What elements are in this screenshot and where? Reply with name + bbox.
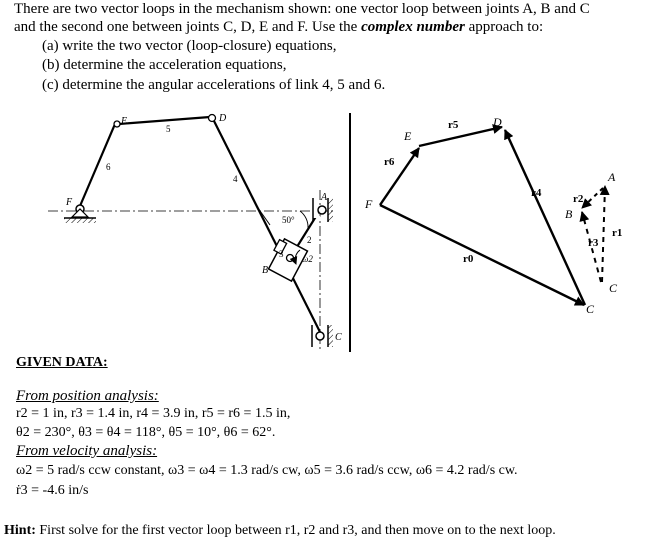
vec-label-c: C xyxy=(609,281,618,295)
angle-arc xyxy=(300,211,308,228)
mech-link-2: 2 xyxy=(307,235,312,245)
given-heading: GIVEN DATA: xyxy=(16,355,108,370)
joint-b xyxy=(287,255,294,262)
vec-r5: r5 xyxy=(448,119,459,131)
mech-label-b: B xyxy=(262,265,269,276)
mech-link-6: 6 xyxy=(106,162,111,172)
joint-d xyxy=(209,115,216,122)
problem-emphasis: complex number xyxy=(361,19,465,35)
problem-line-2-pre: and the second one between joints C, D, E and F. Use the xyxy=(14,19,362,35)
problem-line-1: There are two vector loops in the mechanism shown: one vector loop between joints A, B and C xyxy=(14,1,590,17)
vector-r5 xyxy=(419,127,502,146)
vec-label-f: F xyxy=(365,197,373,211)
joint-a xyxy=(318,206,326,214)
vec-label-b: B xyxy=(565,207,573,221)
vec-label-a: A xyxy=(608,170,616,184)
hint-text: First solve for the first vector loop between r1, r2 and r3, and then move on to the next loop. xyxy=(35,523,556,538)
velocity-line-2: ṙ3 = -4.6 in/s xyxy=(16,483,89,498)
mechanism-drawing xyxy=(48,113,342,350)
mech-angle-label: 50° xyxy=(282,215,295,225)
hint-label: Hint: xyxy=(4,523,36,538)
joint-e xyxy=(114,121,120,127)
mech-label-d: D xyxy=(219,113,227,124)
vector-diagram xyxy=(364,115,622,316)
item-b: (b) determine the acceleration equations, xyxy=(42,57,287,73)
mech-label-e: E xyxy=(121,116,128,127)
position-line-1: r2 = 1 in, r3 = 1.4 in, r4 = 3.9 in, r5 = r6 = 1.5 in, xyxy=(16,406,291,421)
item-a: (a) write the two vector (loop-closure) equations, xyxy=(42,38,337,54)
mech-link-3: 3 xyxy=(279,249,284,259)
mech-omega-label: ω2 xyxy=(302,254,313,264)
vec-r0: r0 xyxy=(463,253,474,265)
mech-label-f: F xyxy=(66,197,73,208)
mech-link-5: 5 xyxy=(166,124,171,134)
vector-r1 xyxy=(602,186,605,282)
vec-r2: r2 xyxy=(573,193,584,205)
velocity-line-1: ω2 = 5 rad/s ccw constant, ω3 = ω4 = 1.3 rad/s cw, ω5 = 3.6 rad/s ccw, ω6 = 4.2 rad/s cw. xyxy=(16,463,518,478)
vector-r0 xyxy=(380,205,584,305)
mech-label-a: A xyxy=(321,192,328,203)
link-5 xyxy=(119,117,210,124)
item-c: (c) determine the angular accelerations of link 4, 5 and 6. xyxy=(42,77,386,93)
vec-label-d: D xyxy=(493,115,502,129)
hint xyxy=(4,523,556,539)
velocity-heading: From velocity analysis: xyxy=(16,443,158,459)
vector-r2 xyxy=(582,188,603,208)
vec-label-e: E xyxy=(404,129,412,143)
link-4 xyxy=(214,121,320,332)
position-line-2: θ2 = 230°, θ3 = θ4 = 118°, θ5 = 10°, θ6 = 62°. xyxy=(16,425,276,440)
vec-label-c2: C xyxy=(586,302,595,316)
vec-r3: r3 xyxy=(588,237,599,249)
joint-c xyxy=(316,332,324,340)
mech-link-4: 4 xyxy=(233,174,238,184)
position-heading: From position analysis: xyxy=(16,388,159,404)
vec-r6: r6 xyxy=(384,156,395,168)
vec-r1: r1 xyxy=(612,227,623,239)
vector-r4 xyxy=(505,130,585,305)
vec-r4: r4 xyxy=(531,187,542,199)
problem-line-2-post: approach to: xyxy=(464,19,544,35)
mech-label-c: C xyxy=(335,332,342,343)
